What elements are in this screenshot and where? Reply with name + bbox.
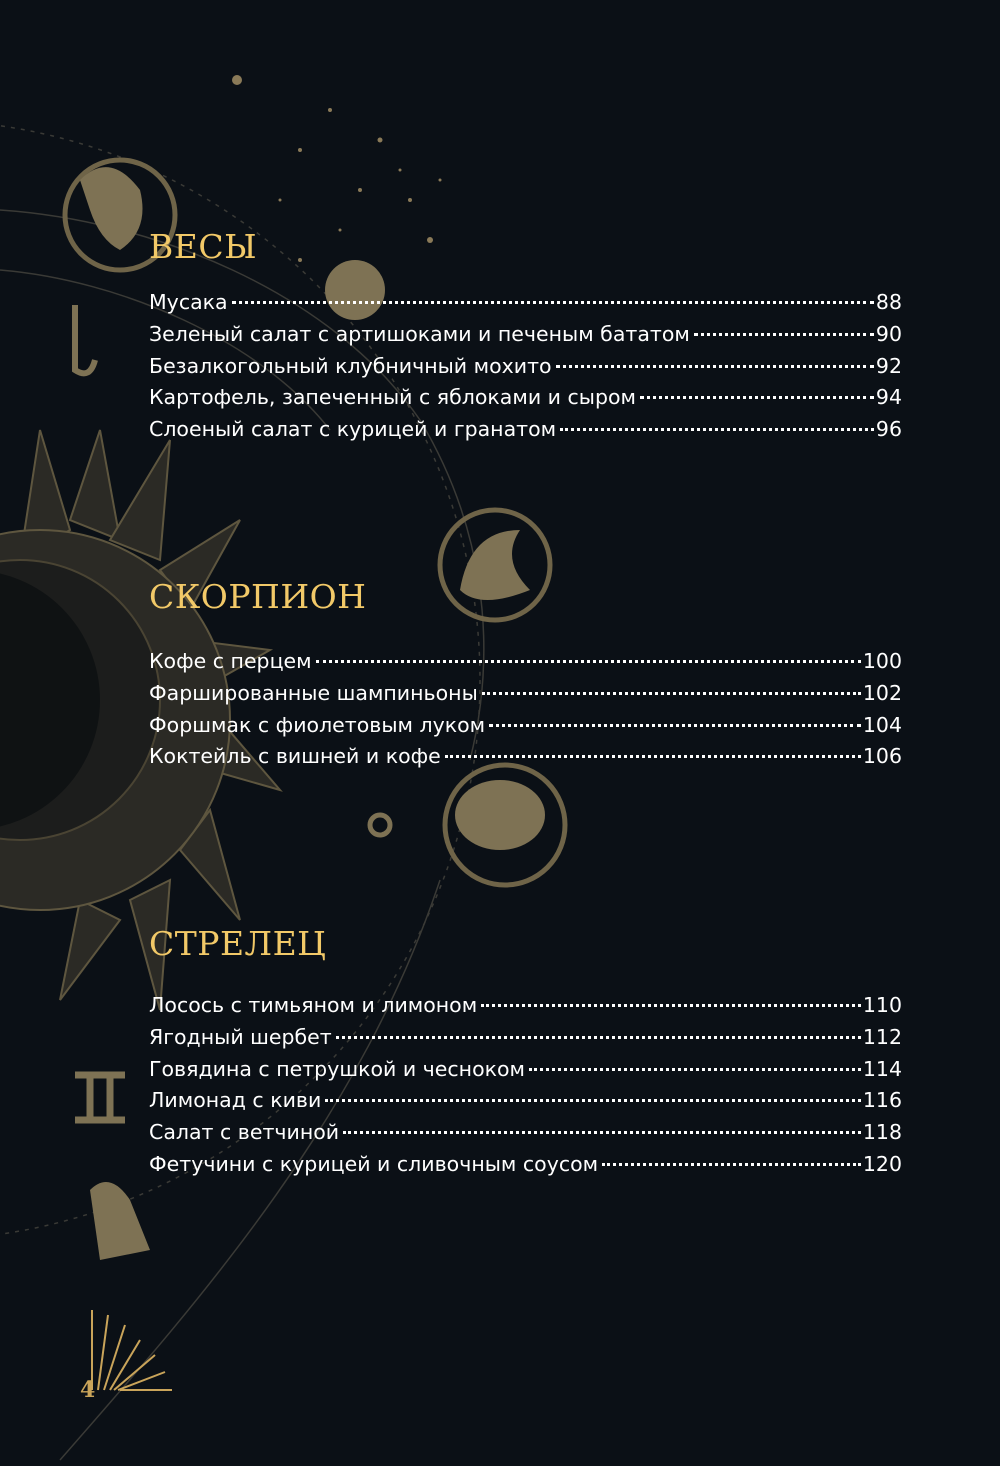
toc-list-libra: [149, 287, 902, 446]
dot-leader: [445, 755, 861, 758]
toc-entry[interactable]: [149, 678, 902, 710]
dot-leader: [325, 1099, 861, 1102]
entry-title: Лосось с тимьяном и лимоном: [149, 993, 478, 1017]
entry-page: 106: [862, 744, 902, 769]
entry-title: Ягодный шербет: [149, 1024, 332, 1049]
dot-leader: [336, 1036, 861, 1039]
gemini-icon: [75, 1075, 150, 1260]
entry-page: 100: [862, 649, 902, 673]
toc-entry[interactable]: [149, 646, 902, 678]
toc-entry[interactable]: [149, 741, 902, 773]
entry-page: 90: [875, 321, 902, 346]
toc-entry[interactable]: [149, 382, 902, 414]
star-constellation: [232, 75, 442, 262]
dot-leader: [556, 365, 874, 368]
entry-page: 110: [862, 993, 902, 1017]
section-title-libra: ВЕСЫ: [149, 227, 258, 266]
toc-entry[interactable]: [149, 710, 902, 742]
aries-icon: [445, 765, 565, 885]
toc-entry[interactable]: [149, 414, 902, 446]
entry-title: Слоеный салат с курицей и гранатом: [149, 417, 557, 442]
page-number: 4: [80, 1377, 96, 1403]
toc-entry[interactable]: [149, 1117, 902, 1149]
dot-leader: [482, 692, 861, 695]
entry-page: 120: [862, 1151, 902, 1176]
pisces-icon: [440, 510, 550, 620]
dot-leader: [640, 396, 874, 399]
entry-title: Коктейль с вишней и кофе: [149, 744, 441, 769]
toc-entry[interactable]: [149, 351, 902, 383]
dot-leader: [481, 1004, 861, 1007]
entry-title: Фетучини с курицей и сливочным соусом: [149, 1151, 599, 1176]
entry-title: Говядина с петрушкой и чесноком: [149, 1056, 526, 1081]
dot-leader: [232, 301, 874, 304]
toc-entry[interactable]: [149, 1054, 902, 1086]
entry-page: 118: [862, 1120, 902, 1145]
entry-page: 114: [862, 1056, 902, 1081]
entry-page: 104: [862, 712, 902, 737]
dot-leader: [694, 333, 874, 336]
dot-leader: [316, 660, 861, 663]
entry-page: 94: [875, 385, 902, 410]
dot-leader: [489, 724, 861, 727]
toc-list-scorpio: [149, 646, 902, 773]
entry-title: Салат с ветчиной: [149, 1120, 340, 1145]
entry-page: 116: [862, 1088, 902, 1113]
entry-title: Картофель, запеченный с яблоками и сыром: [149, 385, 636, 410]
toc-list-sagittarius: [149, 990, 902, 1181]
entry-title: Зеленый салат с артишоками и печеным бататом: [149, 321, 690, 346]
entry-title: Форшмак с фиолетовым луком: [149, 712, 486, 737]
entry-page: 92: [875, 353, 902, 378]
dot-leader: [560, 428, 874, 431]
dot-leader: [343, 1131, 861, 1134]
taurus-icon: [370, 815, 390, 835]
entry-title: Фаршированные шампиньоны: [149, 680, 478, 705]
entry-page: 102: [862, 680, 902, 705]
toc-entry[interactable]: [149, 1085, 902, 1117]
section-title-sagittarius: СТРЕЛЕЦ: [149, 924, 327, 963]
dot-leader: [529, 1068, 861, 1071]
entry-page: 112: [862, 1024, 902, 1049]
toc-entry[interactable]: [149, 319, 902, 351]
toc-entry[interactable]: [149, 1149, 902, 1181]
section-title-scorpio: СКОРПИОН: [149, 577, 367, 616]
toc-entry[interactable]: [149, 990, 902, 1022]
toc-entry[interactable]: [149, 1022, 902, 1054]
entry-page: 96: [875, 417, 902, 442]
toc-entry[interactable]: [149, 287, 902, 319]
entry-page: 88: [875, 290, 902, 314]
dot-leader: [602, 1163, 861, 1166]
entry-title: Лимонад с киви: [149, 1088, 322, 1113]
entry-title: Безалкогольный клубничный мохито: [149, 353, 552, 378]
capricorn-glyph-icon: [75, 305, 95, 373]
entry-title: Мусака: [149, 290, 228, 314]
entry-title: Кофе с перцем: [149, 649, 312, 673]
